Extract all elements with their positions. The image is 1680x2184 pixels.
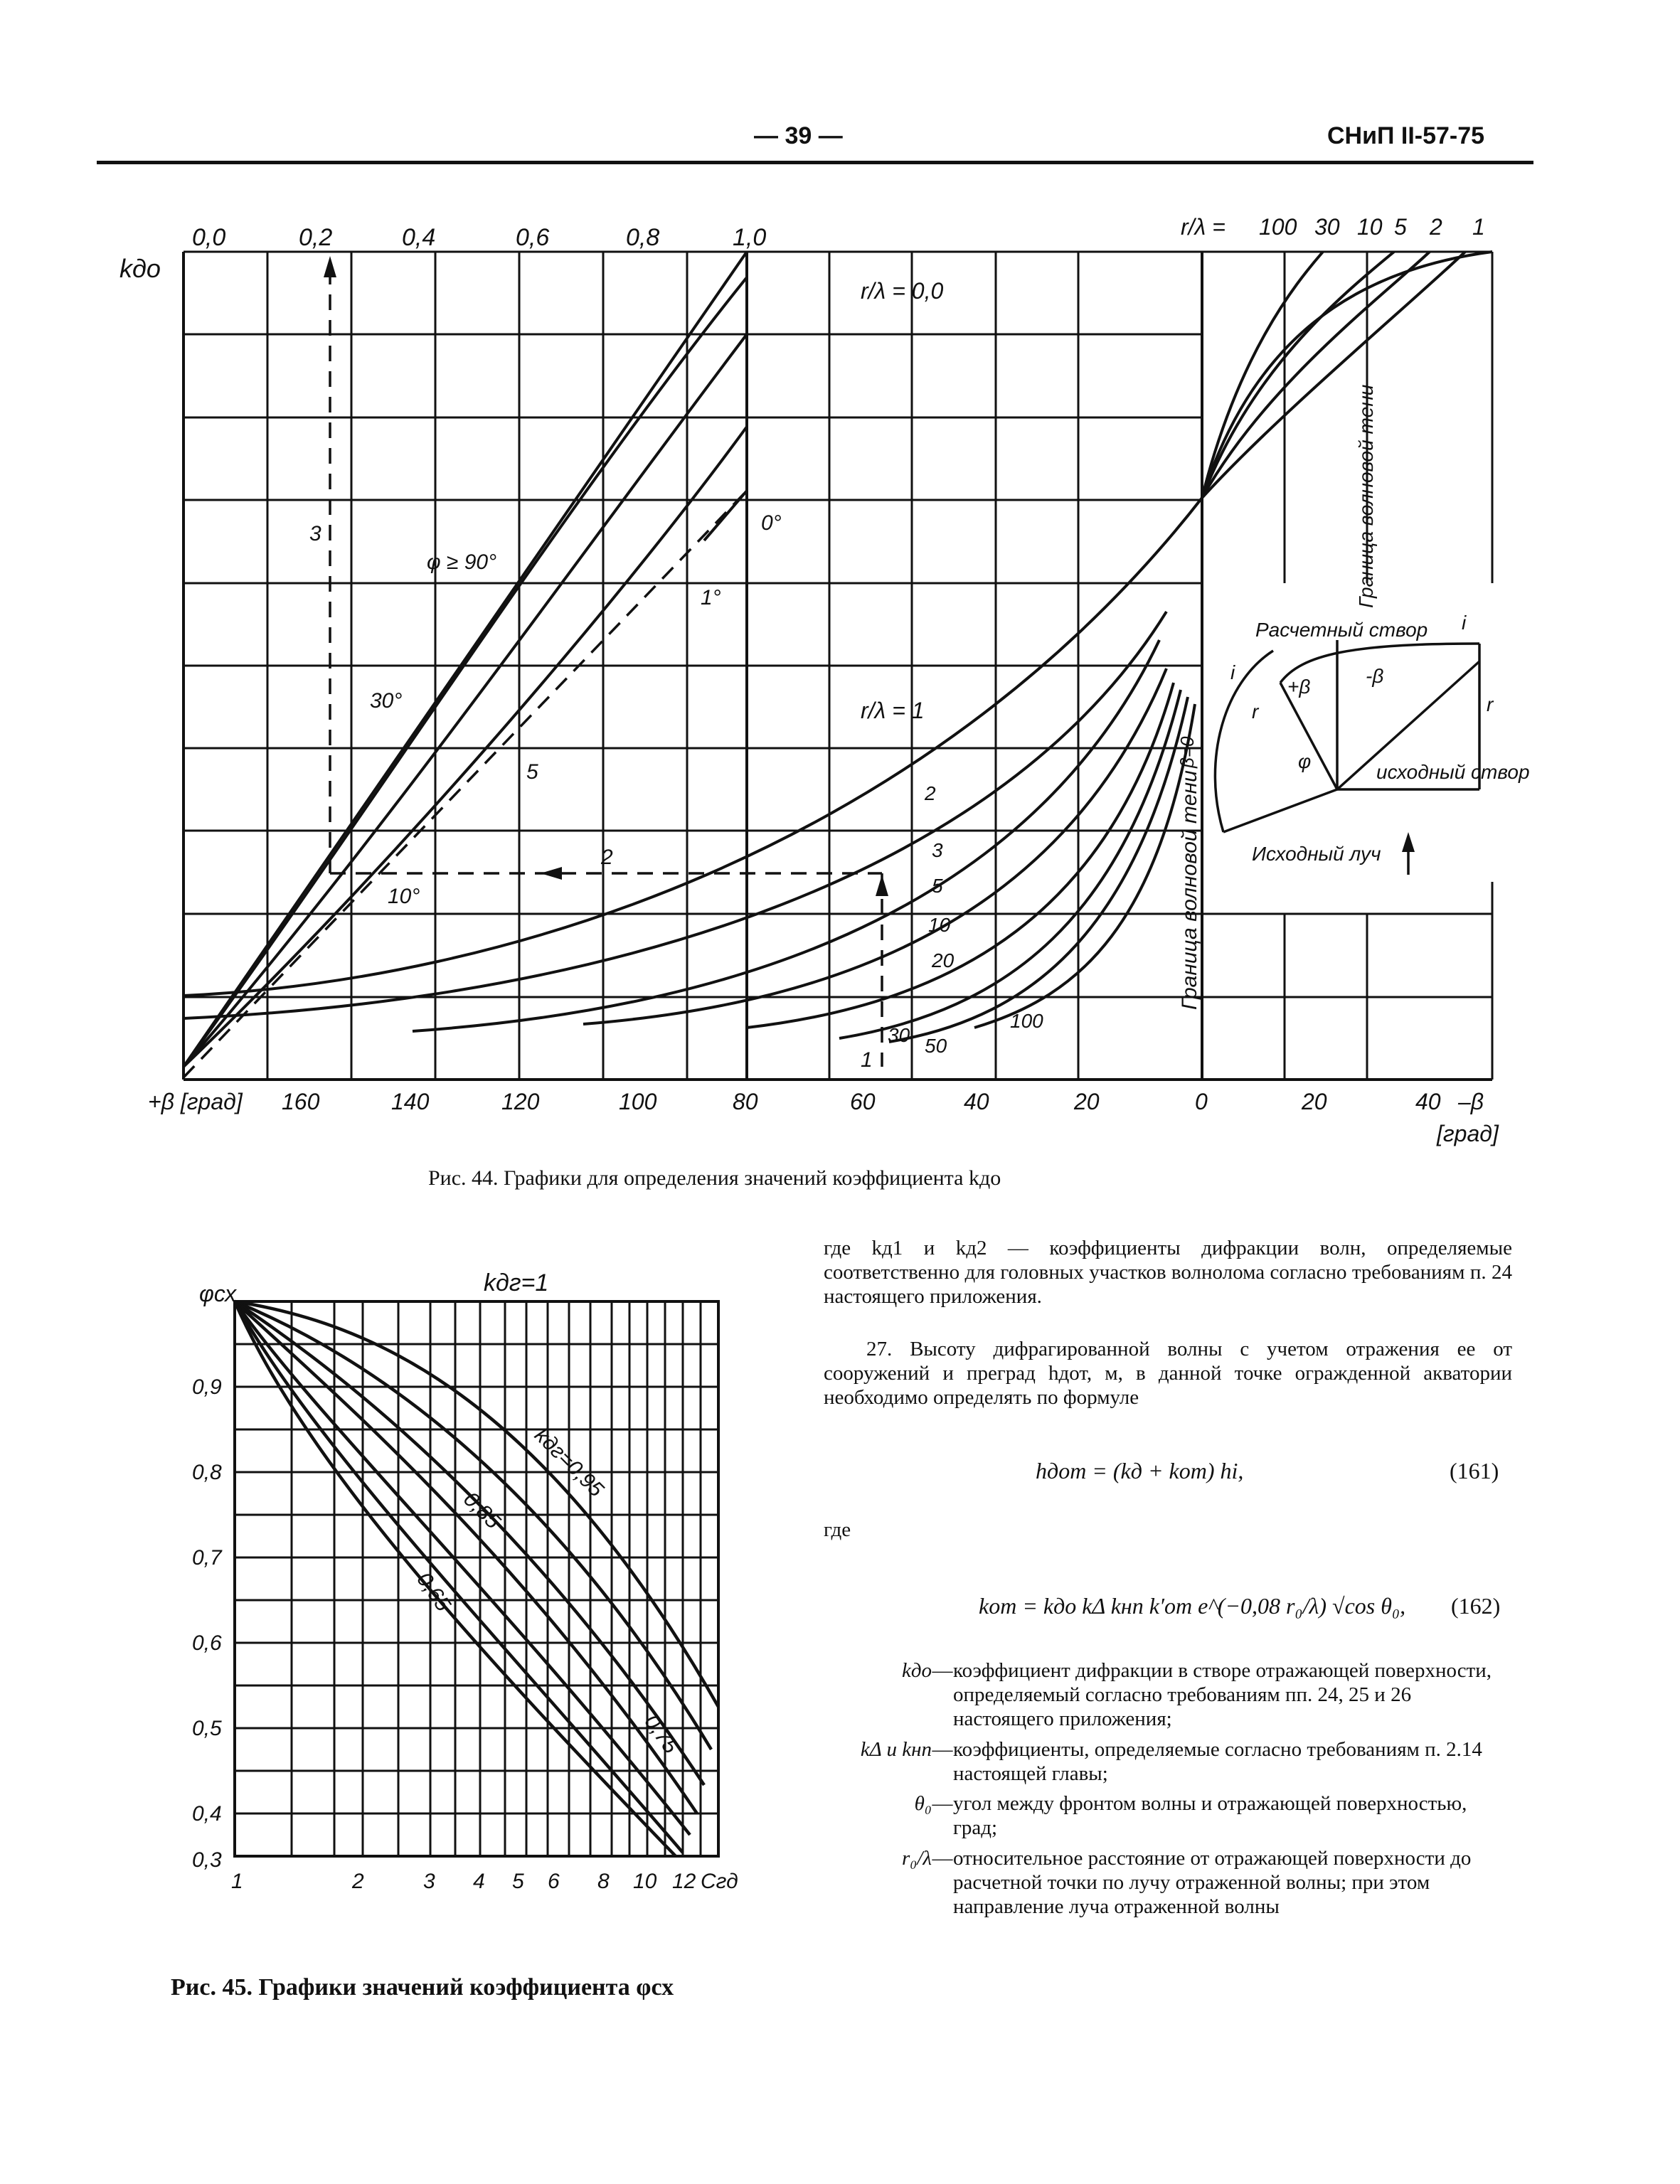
definition-symbol: kдо — [901, 1659, 932, 1682]
fig44-bottom-tick-1: 160 — [282, 1089, 320, 1114]
fig44-r-lambda-5: 5 — [1394, 214, 1407, 240]
fig44-r-lambda-30: 30 — [1314, 214, 1340, 240]
paragraph-kd1-kd2: где kд1 и kд2 — коэффициенты дифракции волн, определяемые соответственно для головных участков волнолома согласно требованиям п. 24 настоящего приложения. — [824, 1237, 1512, 1309]
fig44-bottom-tick-10: 20 — [1302, 1089, 1327, 1114]
fig45-y-tick-4: 0,5 — [192, 1717, 222, 1740]
fig44-bottom-tick-8: 20 — [1074, 1089, 1100, 1114]
fig45-x-tick-4: 5 — [512, 1870, 524, 1893]
fig44-label-r-lambda-zero: r/λ = 0,0 — [861, 278, 944, 304]
fig44-label-arrow-3: 3 — [309, 522, 321, 545]
fig44-inset-initial-line: исходный створ — [1376, 761, 1530, 783]
fig44-bottom-tick-3: 120 — [501, 1089, 540, 1114]
fig45-y-tick-1: 0,8 — [192, 1461, 222, 1484]
document-code: СНиП II-57-75 — [1327, 122, 1485, 149]
definition-text: угол между фронтом волны и отражающей поверхностью, град; — [953, 1792, 1467, 1840]
fig44-bottom-unit: [град] — [1437, 1121, 1499, 1146]
fig45-grid — [235, 1301, 718, 1856]
fig44-label-beta-zero: β=0 — [1176, 736, 1198, 768]
definition-text: коэффициент дифракции в створе отражающей поверхности, определяемый согласно требованиям пп. 24, 25 и 26 настоящего приложения; — [953, 1659, 1492, 1731]
fig44-curves-r-lambda — [184, 252, 1492, 1042]
fig44-inset-point-i-left: i — [1230, 661, 1235, 683]
fig44-label-0deg: 0° — [761, 511, 782, 535]
fig44-top-tick-4: 0,8 — [626, 224, 660, 251]
fig44-curve-label-2: 2 — [925, 782, 936, 804]
fig44-top-tick-1: 0,2 — [299, 224, 333, 251]
definitions-list — [839, 1658, 1512, 1924]
where-label: где — [824, 1518, 851, 1541]
figure-44-caption: Рис. 44. Графики для определения значений коэффициента kдо — [428, 1166, 1001, 1190]
fig44-r-lambda-2: 2 — [1430, 214, 1442, 240]
fig45-x-axis-label: Сгд — [701, 1870, 738, 1893]
definition-row — [839, 1658, 1512, 1737]
fig44-inset-r-left: r — [1252, 701, 1259, 723]
fig44-curve-label-3: 3 — [932, 839, 943, 861]
fig45-x-tick-2: 3 — [423, 1870, 435, 1893]
fig44-label-shadow-boundary-rot: Граница волновой тени — [1355, 384, 1377, 608]
fig45-x-tick-8: 12 — [672, 1870, 696, 1893]
figure-45-caption: Рис. 45. Графики значений коэффициента φсх — [171, 1974, 674, 2001]
fig44-curve-label-50: 50 — [925, 1035, 947, 1057]
fig44-curve-label-30: 30 — [888, 1024, 910, 1046]
definition-row — [839, 1737, 1512, 1791]
fig44-bottom-tick-9: 0 — [1195, 1089, 1208, 1114]
fig44-bottom-tick-4: 100 — [619, 1089, 657, 1114]
formula-161-number: (161) — [1450, 1458, 1499, 1483]
fig44-inset-minus-beta: -β — [1366, 665, 1384, 687]
definition-dash: — — [932, 1846, 953, 1870]
fig44-inset-phi: φ — [1298, 750, 1312, 772]
fig44-label-1deg: 1° — [701, 586, 721, 609]
fig45-x-tick-1: 2 — [352, 1870, 364, 1893]
definition-text: коэффициенты, определяемые согласно требованиям п. 2.14 настоящей главы; — [953, 1737, 1482, 1785]
fig44-label-30deg: 30° — [370, 689, 403, 713]
fig44-inset-point-i-right: i — [1462, 612, 1467, 634]
fig45-y-axis-label: φсх — [199, 1281, 237, 1306]
fig44-inset-design-line: Расчетный створ — [1255, 619, 1428, 641]
fig45-y-tick-0: 0,9 — [192, 1375, 222, 1399]
fig44-label-phi90: φ ≥ 90° — [427, 550, 497, 574]
fig44-bottom-right-label: –β — [1458, 1089, 1484, 1114]
fig44-arrows — [324, 256, 888, 896]
definition-text: относительное расстояние от отражающей поверхности до расчетной точки по лучу отраженной волны; при этом направление луча отраженной волны — [953, 1846, 1472, 1918]
fig44-inset-r-right: r — [1487, 693, 1494, 715]
fig45-x-tick-5: 6 — [548, 1870, 560, 1893]
fig44-top-tick-0: 0,0 — [192, 224, 226, 251]
fig45-curve-label-065: 0,65 — [412, 1568, 455, 1616]
fig45-x-tick-0: 1 — [231, 1870, 243, 1893]
fig44-bottom-tick-7: 40 — [964, 1089, 989, 1114]
fig44-label-shadow-boundary: Граница волновой тени — [1178, 770, 1201, 1010]
fig45-curve-label-075: 0,75 — [639, 1710, 683, 1758]
fig44-curve-label-20: 20 — [932, 949, 955, 971]
fig44-bottom-tick-2: 140 — [391, 1089, 430, 1114]
fig44-y-axis-label: kдо — [119, 254, 161, 283]
definition-dash: — — [932, 1659, 953, 1682]
fig44-r-lambda-1: 1 — [1472, 214, 1485, 240]
formula-161: hдот = (kд + kот) hi, — [1036, 1458, 1244, 1483]
fig45-y-tick-5: 0,4 — [192, 1802, 222, 1826]
fig45-x-tick-3: 4 — [473, 1870, 485, 1893]
fig44-label-r-lambda-one: r/λ = 1 — [861, 698, 925, 723]
fig44-r-lambda-header: r/λ = — [1181, 214, 1226, 240]
fig44-label-arrow-2: 2 — [601, 846, 613, 869]
fig44-inset-diagram — [1215, 640, 1479, 875]
fig44-r-lambda-10: 10 — [1357, 214, 1383, 240]
definition-dash: — — [932, 1792, 953, 1816]
page-number: — 39 — — [754, 122, 843, 149]
fig45-title: kдг=1 — [484, 1269, 549, 1296]
fig45-x-tick-6: 8 — [597, 1870, 610, 1893]
fig44-label-curve-5: 5 — [526, 760, 538, 784]
fig45-curves — [235, 1301, 718, 1856]
fig44-label-10deg: 10° — [388, 885, 420, 908]
fig44-dashed-line — [184, 263, 882, 1077]
fig45-y-tick-2: 0,7 — [192, 1546, 222, 1570]
fig44-top-tick-5: 1,0 — [733, 224, 767, 251]
figure-45 — [0, 1209, 797, 2005]
definition-symbol: kΔ и kнп — [860, 1737, 932, 1761]
fig44-curve-label-10: 10 — [928, 914, 951, 936]
fig44-bottom-tick-6: 60 — [850, 1089, 876, 1114]
fig44-top-tick-2: 0,4 — [402, 224, 436, 251]
fig44-bottom-tick-11: 40 — [1415, 1089, 1441, 1114]
formula-162: kот = kдо kΔ kнп k′от e^(−0,08 r₀/λ) √cos θ₀, — [979, 1593, 1406, 1619]
formula-162-number: (162) — [1451, 1593, 1501, 1619]
paragraph-27: 27. Высоту дифрагированной волны с учетом отражения ее от сооружений и преград hдот, м, в данной точке огражденной акватории необходимо определять по формуле — [824, 1338, 1512, 1410]
fig45-x-tick-7: 10 — [633, 1870, 657, 1893]
fig45-y-tick-6: 0,3 — [192, 1848, 222, 1872]
fig44-label-arrow-1: 1 — [861, 1048, 873, 1072]
fig44-bottom-tick-5: 80 — [733, 1089, 758, 1114]
fig44-curve-label-5: 5 — [932, 875, 943, 897]
fig44-bottom-tick-0: +β [град] — [148, 1089, 243, 1114]
fig44-inset-initial-ray: Исходный луч — [1252, 843, 1381, 865]
fig44-top-tick-3: 0,6 — [516, 224, 550, 251]
fig44-curve-label-100: 100 — [1010, 1010, 1043, 1032]
fig44-r-lambda-100: 100 — [1259, 214, 1297, 240]
definition-row — [839, 1846, 1512, 1925]
definition-dash: — — [932, 1737, 953, 1761]
fig45-curve-label-095: kдг=0,95 — [530, 1423, 608, 1502]
fig44-inset-arrows — [1402, 832, 1415, 852]
fig45-curve-label-085: 0,85 — [459, 1487, 505, 1534]
fig44-inset-plus-beta: +β — [1287, 676, 1311, 698]
definition-symbol: θ₀ — [914, 1792, 932, 1816]
fig45-y-tick-3: 0,6 — [192, 1631, 222, 1655]
definition-symbol: r₀/λ — [902, 1846, 932, 1870]
definition-row — [839, 1791, 1512, 1845]
